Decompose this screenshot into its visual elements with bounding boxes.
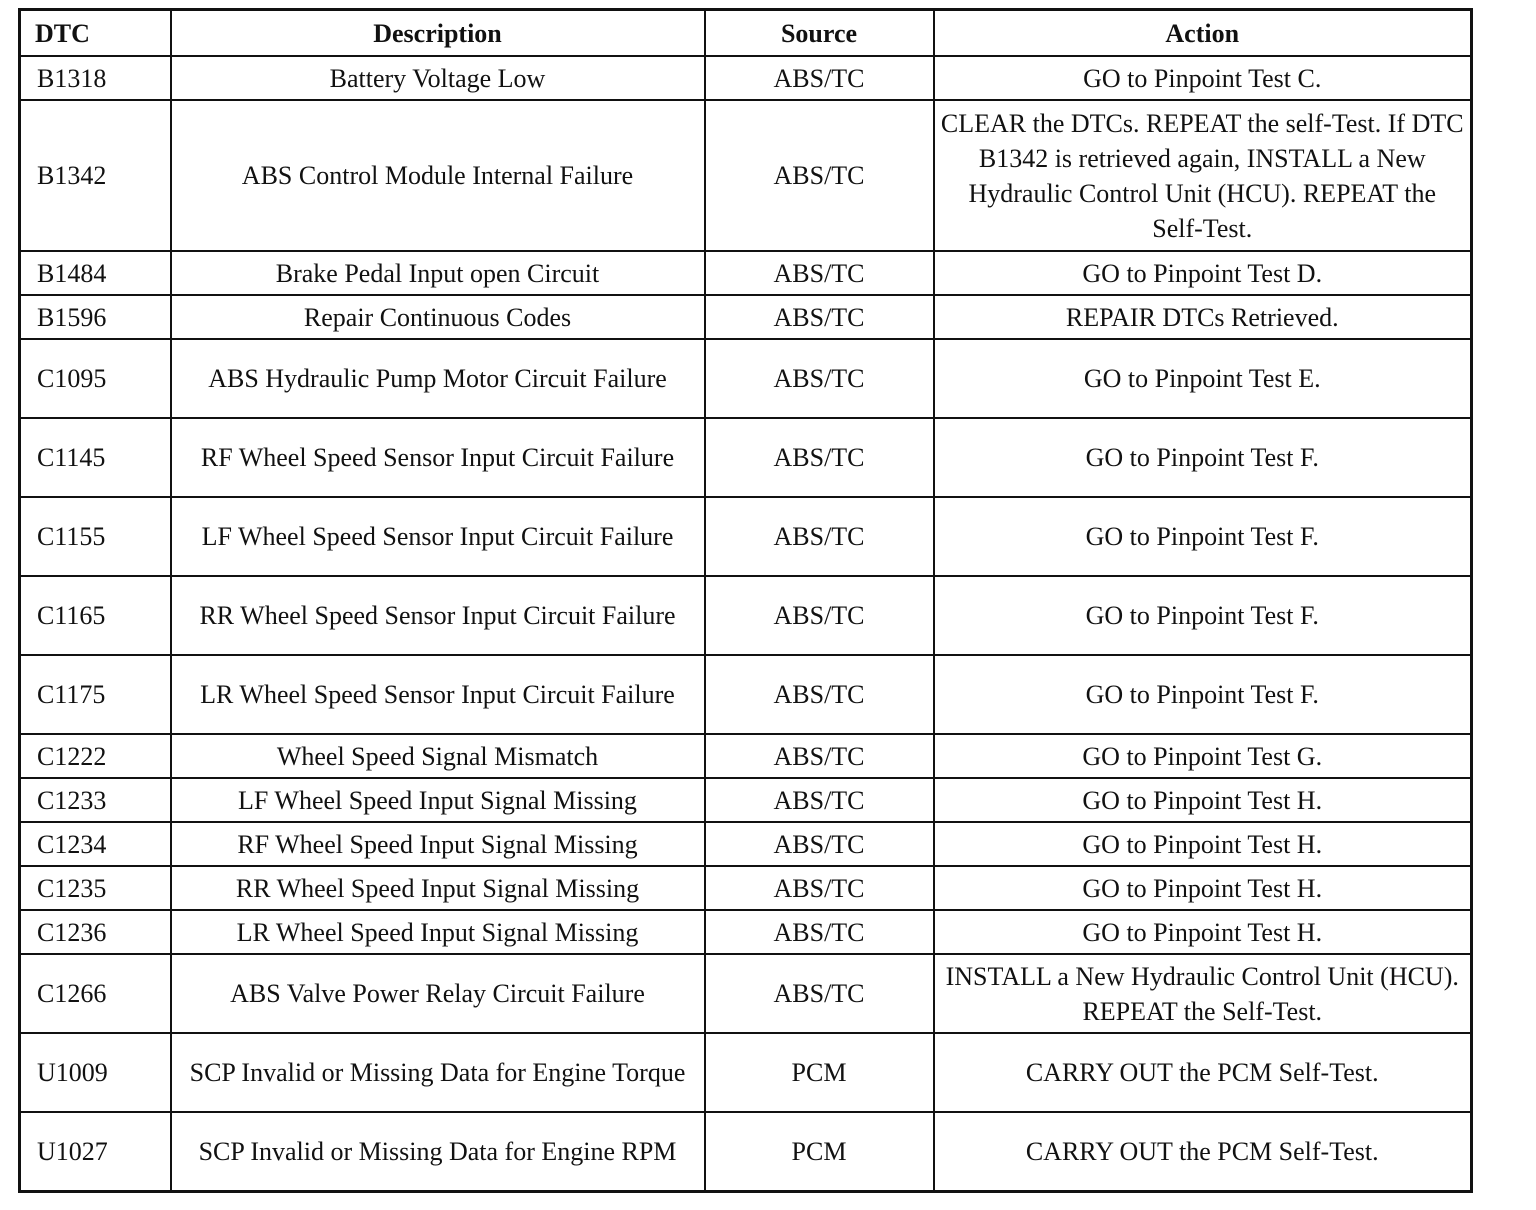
source-cell: ABS/TC: [705, 251, 934, 295]
table-row: [20, 295, 1472, 339]
action-cell: CARRY OUT the PCM Self-Test.: [934, 1033, 1472, 1112]
header-row: [20, 10, 1472, 57]
table-row: [20, 822, 1472, 866]
action-cell: GO to Pinpoint Test C.: [934, 56, 1472, 100]
action-cell: INSTALL a New Hydraulic Control Unit (HCU). REPEAT the Self-Test.: [934, 954, 1472, 1033]
action-cell: GO to Pinpoint Test F.: [934, 576, 1472, 655]
action-cell: GO to Pinpoint Test H.: [934, 778, 1472, 822]
dtc-cell: C1095: [20, 339, 171, 418]
dtc-cell: C1145: [20, 418, 171, 497]
source-cell: ABS/TC: [705, 910, 934, 954]
source-cell: ABS/TC: [705, 954, 934, 1033]
description-cell: SCP Invalid or Missing Data for Engine RPM: [171, 1112, 705, 1191]
source-cell: ABS/TC: [705, 295, 934, 339]
table-row: [20, 251, 1472, 295]
source-cell: PCM: [705, 1112, 934, 1191]
dtc-cell: C1175: [20, 655, 171, 734]
description-cell: RF Wheel Speed Sensor Input Circuit Failure: [171, 418, 705, 497]
description-cell: Wheel Speed Signal Mismatch: [171, 734, 705, 778]
dtc-cell: B1484: [20, 251, 171, 295]
description-cell: RR Wheel Speed Sensor Input Circuit Failure: [171, 576, 705, 655]
dtc-cell: B1318: [20, 56, 171, 100]
table-row: [20, 1033, 1472, 1112]
table-row: [20, 418, 1472, 497]
dtc-cell: C1222: [20, 734, 171, 778]
action-cell: GO to Pinpoint Test F.: [934, 418, 1472, 497]
table-row: [20, 910, 1472, 954]
table-row: [20, 497, 1472, 576]
source-cell: ABS/TC: [705, 100, 934, 251]
description-cell: LF Wheel Speed Sensor Input Circuit Failure: [171, 497, 705, 576]
table-row: [20, 339, 1472, 418]
dtc-cell: C1235: [20, 866, 171, 910]
dtc-cell: B1596: [20, 295, 171, 339]
table-row: [20, 866, 1472, 910]
description-cell: LR Wheel Speed Input Signal Missing: [171, 910, 705, 954]
source-cell: ABS/TC: [705, 576, 934, 655]
action-cell: REPAIR DTCs Retrieved.: [934, 295, 1472, 339]
table-row: [20, 576, 1472, 655]
source-cell: ABS/TC: [705, 778, 934, 822]
source-cell: ABS/TC: [705, 822, 934, 866]
description-cell: LR Wheel Speed Sensor Input Circuit Failure: [171, 655, 705, 734]
dtc-table: [18, 8, 1473, 1193]
description-cell: LF Wheel Speed Input Signal Missing: [171, 778, 705, 822]
table-row: [20, 778, 1472, 822]
dtc-cell: U1009: [20, 1033, 171, 1112]
action-cell: GO to Pinpoint Test F.: [934, 655, 1472, 734]
header-action: Action: [934, 10, 1472, 57]
description-cell: Repair Continuous Codes: [171, 295, 705, 339]
description-cell: ABS Control Module Internal Failure: [171, 100, 705, 251]
dtc-cell: C1233: [20, 778, 171, 822]
description-cell: SCP Invalid or Missing Data for Engine Torque: [171, 1033, 705, 1112]
action-cell: GO to Pinpoint Test F.: [934, 497, 1472, 576]
action-cell: GO to Pinpoint Test E.: [934, 339, 1472, 418]
table-row: [20, 734, 1472, 778]
source-cell: ABS/TC: [705, 497, 934, 576]
source-cell: ABS/TC: [705, 339, 934, 418]
source-cell: ABS/TC: [705, 866, 934, 910]
source-cell: ABS/TC: [705, 655, 934, 734]
table-row: [20, 100, 1472, 251]
table-row: [20, 1112, 1472, 1191]
action-cell: GO to Pinpoint Test D.: [934, 251, 1472, 295]
action-cell: CLEAR the DTCs. REPEAT the self-Test. If DTC B1342 is retrieved again, INSTALL a New Hydraulic Control Unit (HCU). REPEAT the Self-Test.: [934, 100, 1472, 251]
dtc-cell: C1234: [20, 822, 171, 866]
header-description: Description: [171, 10, 705, 57]
description-cell: ABS Valve Power Relay Circuit Failure: [171, 954, 705, 1033]
action-cell: GO to Pinpoint Test H.: [934, 866, 1472, 910]
dtc-cell: C1165: [20, 576, 171, 655]
action-cell: GO to Pinpoint Test G.: [934, 734, 1472, 778]
table-row: [20, 655, 1472, 734]
description-cell: RR Wheel Speed Input Signal Missing: [171, 866, 705, 910]
dtc-cell: B1342: [20, 100, 171, 251]
dtc-cell: U1027: [20, 1112, 171, 1191]
dtc-cell: C1266: [20, 954, 171, 1033]
dtc-cell: C1155: [20, 497, 171, 576]
action-cell: GO to Pinpoint Test H.: [934, 822, 1472, 866]
source-cell: ABS/TC: [705, 418, 934, 497]
source-cell: PCM: [705, 1033, 934, 1112]
description-cell: Battery Voltage Low: [171, 56, 705, 100]
header-dtc: DTC: [20, 10, 171, 57]
table-row: [20, 954, 1472, 1033]
action-cell: GO to Pinpoint Test H.: [934, 910, 1472, 954]
action-cell: CARRY OUT the PCM Self-Test.: [934, 1112, 1472, 1191]
source-cell: ABS/TC: [705, 56, 934, 100]
description-cell: RF Wheel Speed Input Signal Missing: [171, 822, 705, 866]
description-cell: Brake Pedal Input open Circuit: [171, 251, 705, 295]
dtc-cell: C1236: [20, 910, 171, 954]
source-cell: ABS/TC: [705, 734, 934, 778]
header-source: Source: [705, 10, 934, 57]
description-cell: ABS Hydraulic Pump Motor Circuit Failure: [171, 339, 705, 418]
table-row: [20, 56, 1472, 100]
